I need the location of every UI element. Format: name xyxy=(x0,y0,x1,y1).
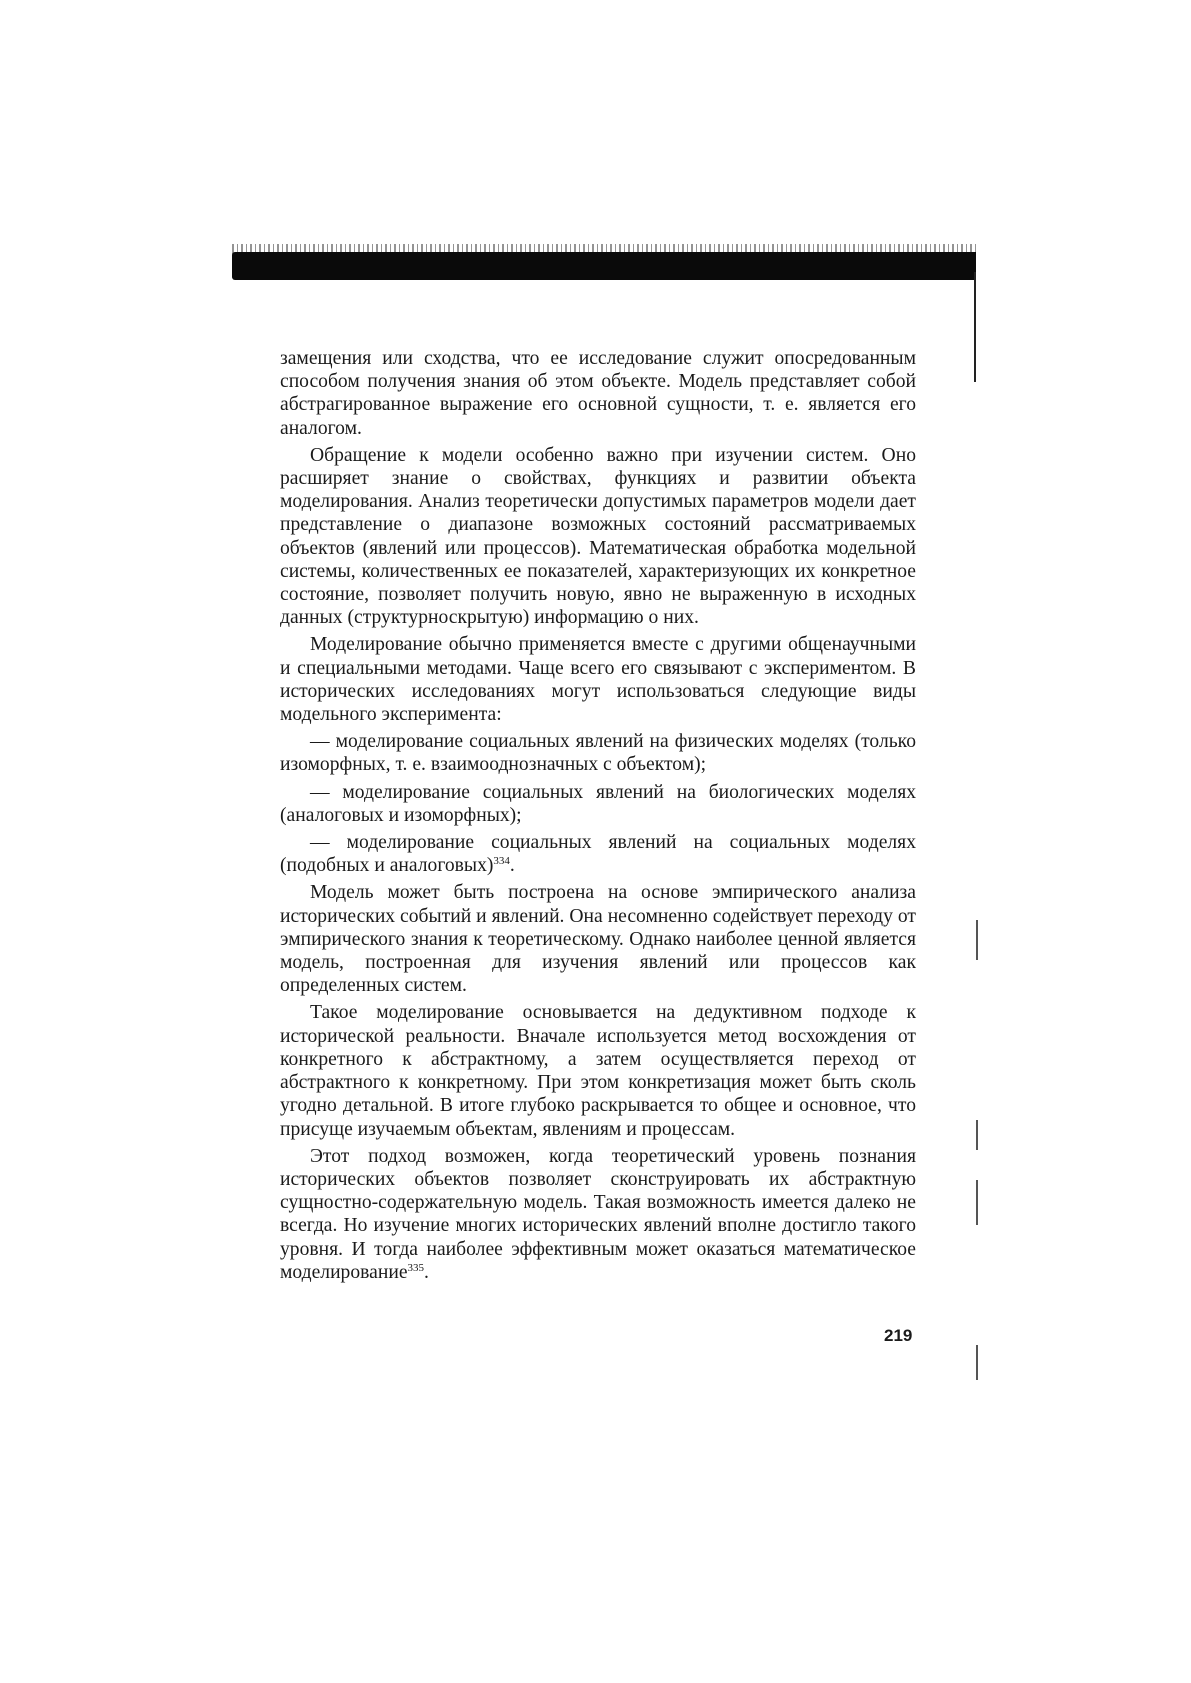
scan-mark xyxy=(976,920,978,960)
scan-mark xyxy=(976,1120,978,1150)
scan-mark xyxy=(976,1345,978,1380)
list-item: — моделирование социальных явлений на социальных моделях (подобных и аналоговых)$^{334}$. xyxy=(280,832,916,877)
body-text xyxy=(280,347,916,1284)
paragraph: Модель может быть построена на основе эмпирического анализа исторических событий и явлений. Она несомненно содействует переходу от эмпирического знания к теоретическому. Однако наиболее ценной является модель, построенная для изучения явлений или процессов как определенных систем. xyxy=(280,882,916,997)
list-item: — моделирование социальных явлений на физических моделях (только изоморфных, т. е. взаимооднозначных с объектом); xyxy=(280,731,916,776)
paragraph: Обращение к модели особенно важно при изучении систем. Оно расширяет знание о свойствах, функциях и развитии объекта моделирования. Анализ теоретически допустимых параметров модели дает представление о диапазоне возможных состояний рассматриваемых объектов (явлений или процессов). Математическая обработка модельной системы, количественных ее показателей, характеризующих их конкретное состояние, позволяет получить новую, явно не выраженную в исходных данных (структурноскрытую) информацию о них. xyxy=(280,444,916,629)
page-number: 219 xyxy=(884,1326,913,1345)
page-edge-line xyxy=(974,272,976,382)
scan-mark xyxy=(976,1180,978,1225)
paragraph: Такое моделирование основывается на дедуктивном подходе к исторической реальности. Вначале используется метод восхождения от конкретного к абстрактному, а затем осуществляется переход от абстрактного к конкретному. При этом конкретизация может быть сколь угодно детальной. В итоге глубоко раскрывается то общее и основное, что присуще изучаемым объектам, явлениям и процессам. xyxy=(280,1002,916,1140)
paragraph: Моделирование обычно применяется вместе с другими общенаучными и специальными методами. Чаще всего его связывают с экспериментом. В исторических исследованиях могут использоваться следующие виды модельного эксперимента: xyxy=(280,634,916,726)
footnote-ref: 335 xyxy=(407,1261,425,1274)
paragraph: Этот подход возможен, когда теоретический уровень познания исторических объектов позволяет сконструировать их абстрактную сущностно-содержательную модель. Такая возможность имеется далеко не всегда. Но изучение многих исторических явлений вполне достигло такого уровня. И тогда наиболее эффективным может оказаться математическое моделирование$^{335}$. xyxy=(280,1145,916,1283)
list-item: — моделирование социальных явлений на биологических моделях (аналоговых и изоморфных); xyxy=(280,781,916,826)
header-bar xyxy=(232,252,976,280)
footnote-ref: 334 xyxy=(493,855,510,868)
paragraph: замещения или сходства, что ее исследование служит опосредованным способом получения знания об этом объекте. Модель представляет собой абстрагированное выражение его основной сущности, т. е. является его аналогом. xyxy=(280,348,916,439)
